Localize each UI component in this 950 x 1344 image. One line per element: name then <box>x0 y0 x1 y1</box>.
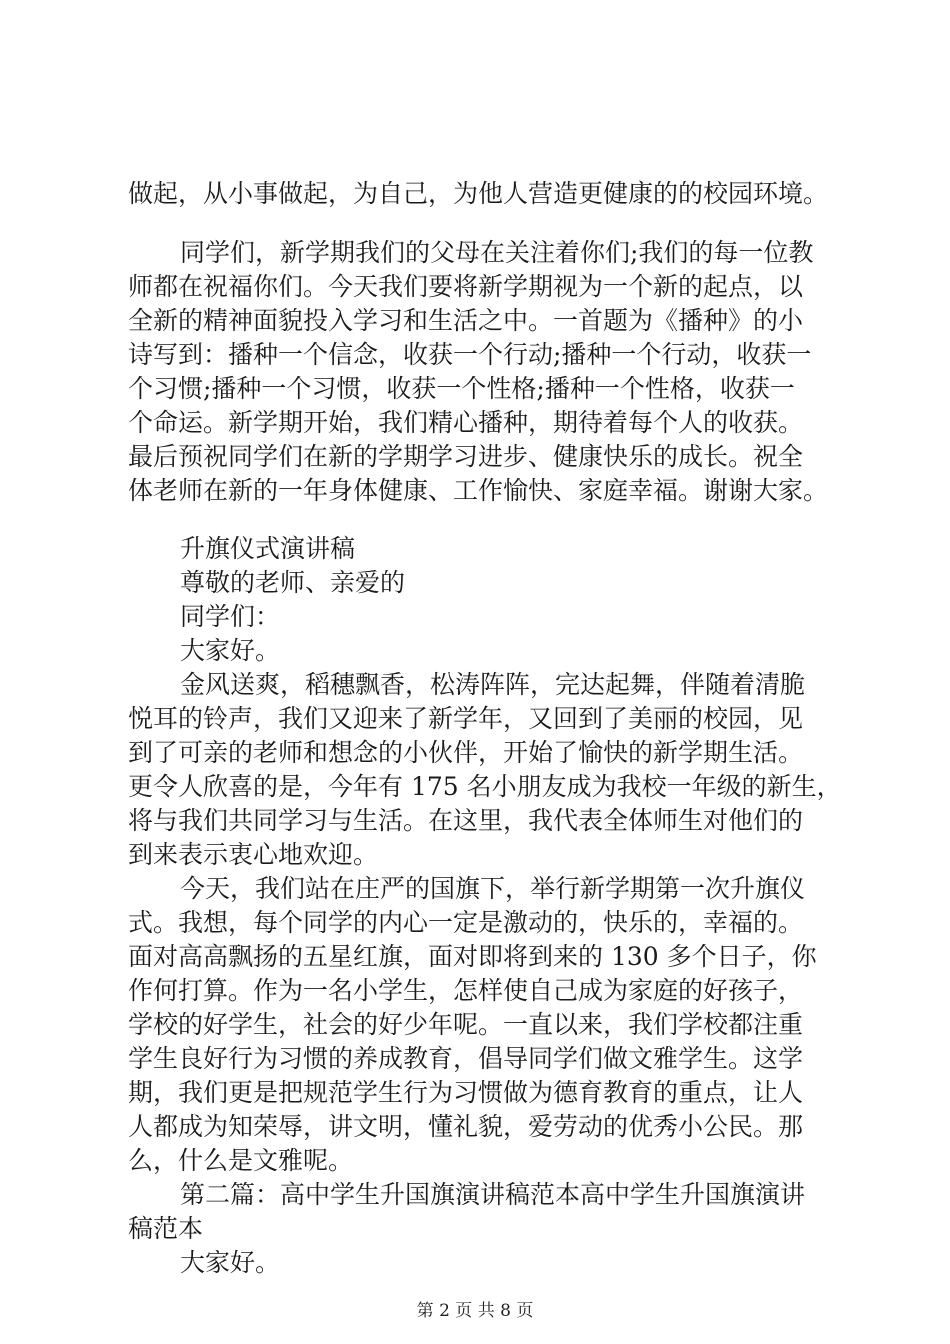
text-line: 个习惯;播种一个习惯，收获一个性格;播种一个性格，收获一 <box>128 374 795 403</box>
section-title: 升旗仪式演讲稿 <box>180 534 356 563</box>
text-line: 全新的精神面貌投入学习和生活之中。一首题为《播种》的小 <box>128 306 804 335</box>
text-line: 最后预祝同学们在新的学期学习进步、健康快乐的成长。祝全 <box>128 442 804 471</box>
text-line: 悦耳的铃声，我们又迎来了新学年，又回到了美丽的校园，见 <box>128 704 804 733</box>
page-footer: 第 2 页 共 8 页 <box>416 1301 534 1321</box>
text-line: 到了可亲的老师和想念的小伙伴，开始了愉快的新学期生活。 <box>128 738 804 767</box>
text-line: 到来表示衷心地欢迎。 <box>128 840 379 869</box>
text-line: 将与我们共同学习与生活。在这里，我代表全体师生对他们的 <box>128 806 804 835</box>
text-line: 做起，从小事做起，为自己，为他人营造更健康的的校园环境。 <box>128 179 829 208</box>
text-line: 诗写到：播种一个信念，收获一个行动;播种一个行动，收获一 <box>128 340 812 369</box>
text-line: 么，什么是文雅呢。 <box>128 1146 354 1175</box>
text-line: 期，我们更是把规范学生行为习惯做为德育教育的重点，让人 <box>128 1078 804 1107</box>
text-line: 今天，我们站在庄严的国旗下，举行新学期第一次升旗仪 <box>180 874 806 903</box>
text-line: 学生良好行为习惯的养成教育，倡导同学们做文雅学生。这学 <box>128 1044 804 1073</box>
text-line: 体老师在新的一年身体健康、工作愉快、家庭幸福。谢谢大家。 <box>128 476 829 505</box>
text-line: 人都成为知荣辱，讲文明，懂礼貌，爱劳动的优秀小公民。那 <box>128 1112 804 1141</box>
text-line: 金风送爽，稻穗飘香，松涛阵阵，完达起舞，伴随着清脆 <box>180 670 806 699</box>
text-line: 师都在祝福你们。今天我们要将新学期视为一个新的起点，以 <box>128 272 804 301</box>
greeting-line: 大家好。 <box>180 636 281 665</box>
text-line: 个命运。新学期开始，我们精心播种，期待着每个人的收获。 <box>128 408 804 437</box>
section-heading-cont: 稿范本 <box>128 1214 204 1243</box>
text-line: 学校的好学生，社会的好少年呢。一直以来，我们学校都注重 <box>128 1010 804 1039</box>
text-line: 同学们，新学期我们的父母在关注着你们;我们的每一位教 <box>180 238 814 267</box>
text-line: 作何打算。作为一名小学生，怎样使自己成为家庭的好孩子， <box>128 976 804 1005</box>
salutation-line: 同学们： <box>180 602 281 631</box>
text-line: 式。我想，每个同学的内心一定是激动的，快乐的，幸福的。 <box>128 908 804 937</box>
greeting-line-2: 大家好。 <box>180 1248 281 1277</box>
text-line: 更令人欣喜的是，今年有 175 名小朋友成为我校一年级的新生， <box>128 772 842 801</box>
section-heading: 第二篇：高中学生升国旗演讲稿范本高中学生升国旗演讲 <box>180 1180 806 1209</box>
salutation-line: 尊敬的老师、亲爱的 <box>180 568 406 597</box>
text-line: 面对高高飘扬的五星红旗，面对即将到来的 130 多个日子，你 <box>128 942 817 971</box>
